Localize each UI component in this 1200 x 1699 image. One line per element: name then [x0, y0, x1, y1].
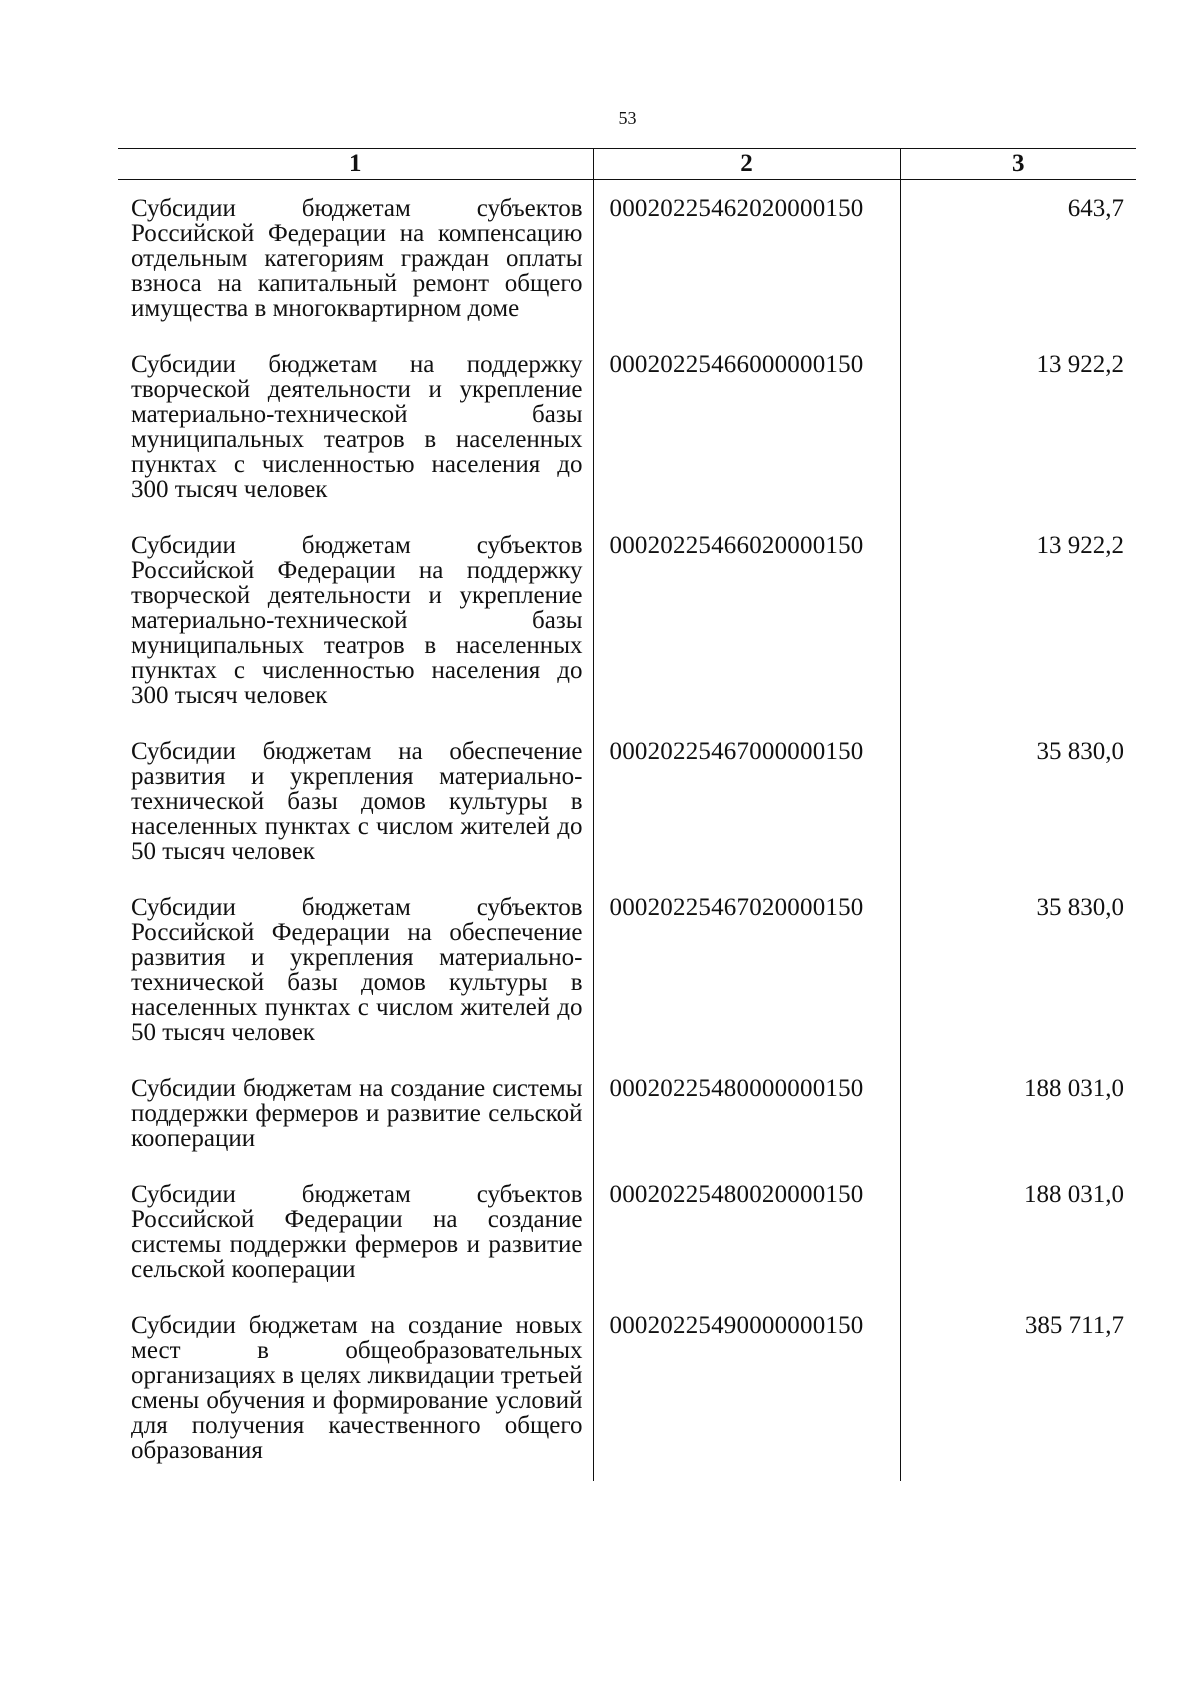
row-amount: 385 711,7	[900, 1313, 1136, 1481]
row-code: 00020225480000000150	[593, 1076, 900, 1182]
row-description: Субсидии бюджетам субъектов Российской Федерации на поддержку творческой деятельности и укрепление материально-технической базы муниципальных театров в населенных пунктах с численностью населения до 300 тысяч человек	[131, 532, 583, 709]
table-row	[118, 1182, 1136, 1313]
row-description: Субсидии бюджетам на поддержку творческой деятельности и укрепление материально-технической базы муниципальных театров в населенных пунктах с численностью населения до 300 тысяч человек	[131, 351, 583, 503]
column-header-1: 1	[118, 149, 593, 180]
table-row	[118, 739, 1136, 895]
table-row	[118, 180, 1136, 353]
row-amount: 35 830,0	[900, 739, 1136, 895]
table-row	[118, 533, 1136, 739]
row-description: Субсидии бюджетам субъектов Российской Федерации на компенсацию отдельным категориям граждан оплаты взноса на капитальный ремонт общего имущества в многоквартирном доме	[131, 195, 583, 322]
table-row	[118, 1076, 1136, 1182]
row-amount: 643,7	[900, 180, 1136, 353]
row-amount: 188 031,0	[900, 1076, 1136, 1182]
budget-table	[118, 148, 1136, 1481]
row-code: 00020225490000000150	[593, 1313, 900, 1481]
row-description: Субсидии бюджетам на обеспечение развития и укрепления материально-технической базы домов культуры в населенных пунктах с числом жителей до 50 тысяч человек	[131, 738, 583, 865]
table-row	[118, 1313, 1136, 1481]
budget-table-container	[118, 148, 1136, 1481]
row-description: Субсидии бюджетам на создание новых мест в общеобразовательных организациях в целях ликвидации третьей смены обучения и формирование условий для получения качественного общего образования	[131, 1312, 583, 1464]
row-code: 00020225466000000150	[593, 352, 900, 533]
row-description: Субсидии бюджетам на создание системы поддержки фермеров и развитие сельской кооперации	[131, 1075, 583, 1152]
row-description: Субсидии бюджетам субъектов Российской Федерации на создание системы поддержки фермеров и развитие сельской кооперации	[131, 1181, 583, 1283]
row-code: 00020225467020000150	[593, 895, 900, 1076]
table-row	[118, 895, 1136, 1076]
row-amount: 13 922,2	[900, 533, 1136, 739]
row-description: Субсидии бюджетам субъектов Российской Федерации на обеспечение развития и укрепления материально-технической базы домов культуры в населенных пунктах с числом жителей до 50 тысяч человек	[131, 894, 583, 1046]
table-row	[118, 352, 1136, 533]
row-amount: 35 830,0	[900, 895, 1136, 1076]
row-code: 00020225467000000150	[593, 739, 900, 895]
row-code: 00020225480020000150	[593, 1182, 900, 1313]
row-code: 00020225466020000150	[593, 533, 900, 739]
column-header-3: 3	[900, 149, 1136, 180]
table-header-row	[118, 149, 1136, 180]
column-header-2: 2	[593, 149, 900, 180]
row-code: 00020225462020000150	[593, 180, 900, 353]
row-amount: 13 922,2	[900, 352, 1136, 533]
page-number: 53	[618, 108, 637, 128]
row-amount: 188 031,0	[900, 1182, 1136, 1313]
